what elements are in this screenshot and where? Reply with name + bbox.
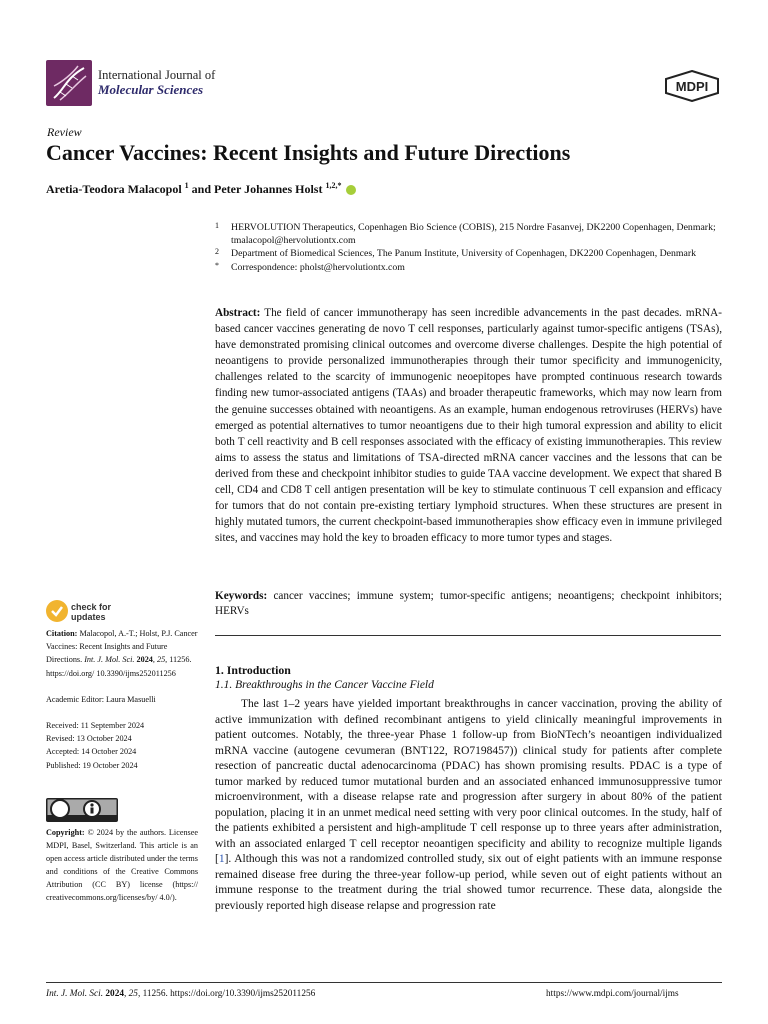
check-for-updates-button[interactable] [71,602,111,622]
date-published: Published: 19 October 2024 [46,760,138,770]
affiliation-number: 1 [215,221,219,230]
affiliation-item [215,247,735,260]
date-revised: Revised: 13 October 2024 [46,734,132,744]
keywords-text: cancer vaccines; immune system; tumor-specific antigens; neoantigens; checkpoint inhibitors; HERVs [215,590,722,617]
article-type: Review [47,125,82,139]
copyright-text: © 2024 by the authors. Licensee MDPI, Basel, Switzerland. This article is an open access article distributed under the terms and conditions of the Creative Commons Attribution (CC BY) license (https:// creativecommons.org/licenses/by/ 4.0/). [46,828,199,903]
journal-name-line2: Molecular Sciences [98,82,204,97]
section-heading: 1. Introduction [215,663,291,677]
date-received: Received: 11 September 2024 [46,721,145,731]
affiliation-sup: 1,2,* [325,181,342,190]
abstract-text: The field of cancer immunotherapy has seen incredible advancements in the past decades. mRNA-based cancer vaccines generating de novo T cell responses, particularly against tumor-specific antigens (TSAs), have demonstrated promising clinical outcomes and overcome diverse challenges. Despite the high potential of neoantigens to provide personalized immunotherapies through their tumor specificity and immunogenicity, challenges related to the scarcity of immunogenic neoepitopes have prompted continuous research towards finding new tumor-associated antigens (TAAs) and broader therapeutic frameworks, which may now learn from the genuine successes obtained with neoantigens. As an example, human endogenous retroviruses (HERVs) have emerged as potential alternatives to tumor neoantigens due to their high tumoral expression and ability to elicit both T cell reactivity and B cell responses associated with the efficacy of existing immunotherapies. This review aims to assess the status and limitations of TSA-directed mRNA cancer vaccines and the lessons that can be derived from these and checkpoint inhibitor studies to guide TAA vaccine development. We expect that shared B cell, CD4 and CD8 T cell antigen presentation will be key to stimulate continuous T cell expansion and efficacy for tumors that do not contain pre-existing tertiary lymphoid structures. When these structures are present in highly mutated tumors, the current checkpoint-based immunotherapies show efficacy even in immune privileged sites, and vaccines may hold the key to broaden efficacy to more tumor types and stages. [215,307,722,545]
journal-name-line1: International Journal of [98,68,216,82]
affiliation-number: 2 [215,247,219,257]
cc-by-license-badge[interactable] [46,798,118,822]
footer-doi[interactable]: , 11256. https://doi.org/10.3390/ijms252011256 [137,989,316,999]
mdpi-logo-text: MDPI [675,79,709,94]
check-for-updates-icon[interactable] [46,600,68,622]
body-text: The last 1–2 years have yielded important breakthroughs in cancer vaccination, proving the ability of active immunization with defined recombinant antigens to yield clinically meaningful improvements in patient outcomes. Notably, the three-year Phase 1 follow-up from BioNTech’s neoantigen individualized mRNA vaccine (autogene cevumeran (BNT122, RO7198457)) clinical study for patients after complete resection of pancreatic ductal adenocarcinoma (PDAC) has shown promising results. PDAC is a type of tumor marked by reduced tumor mutational burden and an associated enhanced immunosuppressive tumor microenvironment, with a disease relapse rate and progression after surgery in about 80% of the patient population, placing it in an unmet medical need setting with very poor clinical outcomes. In the study, half of the patients exhibited a persistent and high-amplitude T cell response up to three years after administration, with an associated enlarged T cell receptor neoantigen specificity and ability to recognize multiple ligands [ [215,698,722,865]
affiliation-text: HERVOLUTION Therapeutics, Copenhagen Bio Science (COBIS), 215 Nordre Fasanvej, DK2200 Copenhagen, Denmark; tmalacopol@hervolutiontx.com [231,222,716,247]
affiliation-item [215,261,735,274]
author-name[interactable]: and Peter Johannes Holst [191,182,323,196]
check-text-line1: check for [71,602,112,612]
citation-journal: Int. J. Mol. Sci. [84,655,135,665]
orcid-icon[interactable] [346,185,356,195]
affiliation-text: Correspondence: pholst@hervolutiontx.com [231,261,405,273]
footer-journal-url[interactable]: https://www.mdpi.com/journal/ijms [546,989,679,999]
affiliation-sup: 1 [184,181,189,190]
citation-doi[interactable]: , 11256. https://doi.org/ 10.3390/ijms252011256 [46,655,192,678]
article-info-sidebar [46,627,198,772]
citation-text: Malacopol, A.-T.; Holst, P.J. Cancer Vaccines: Recent Insights and Future Directions. [46,629,198,665]
article-title: Cancer Vaccines: Recent Insights and Future Directions [46,140,571,165]
mdpi-logo [664,70,720,102]
date-accepted: Accepted: 14 October 2024 [46,747,137,757]
reference-link[interactable]: 1 [218,853,225,865]
copyright-label: Copyright: [46,828,85,837]
journal-logo [46,60,92,106]
divider [215,635,721,636]
dna-helix-icon [46,60,92,106]
affiliations [215,221,735,274]
cc-icon [51,800,69,818]
footer-volume: 25 [128,989,138,999]
abstract-label: Abstract: [215,307,261,319]
keywords-label: Keywords: [215,590,268,602]
citation-volume: 25 [156,655,166,665]
footer-divider [46,982,722,983]
affiliation-text: Department of Biomedical Sciences, The Panum Institute, University of Copenhagen, DK2200 Copenhagen, Denmark [231,248,697,260]
author-name[interactable]: Aretia-Teodora Malacopol [46,182,182,196]
body-paragraph [215,697,722,914]
copyright-notice [46,826,198,905]
footer-journal: Int. J. Mol. Sci. [46,989,104,999]
footer-year: 2024 [105,989,124,999]
citation: Citation: Malacopol, A.-T.; Holst, P.J. Cancer Vaccines: Recent Insights and Future Directions. Int. J. Mol. Sci. 2024, 25, 11256. https://doi.org/ 10.3390/ijms252011256 [46,629,198,678]
affiliation-number: * [215,260,219,270]
author-list [46,181,356,197]
footer-citation: Int. J. Mol. Sci. 2024, 25, 11256. https://doi.org/10.3390/ijms252011256 [46,989,316,999]
abstract [215,305,722,546]
citation-year: 2024 [136,655,153,665]
body-text: ]. Although this was not a randomized controlled study, six out of eight patients with an immune response remained disease free during the three-year follow-up period, while seven out of eight patients without an immune response to the treatment during the trial showed tumor recurrence. These data, alongside the previously reported high disease relapse and progression rate [215,853,722,912]
affiliation-item [215,221,735,247]
keywords [215,589,722,619]
citation-label: Citation: [46,629,78,638]
check-text-line2: updates [71,612,106,622]
subsection-heading: 1.1. Breakthroughs in the Cancer Vaccine Field [215,679,434,691]
academic-editor: Academic Editor: Laura Masuelli [46,694,156,704]
